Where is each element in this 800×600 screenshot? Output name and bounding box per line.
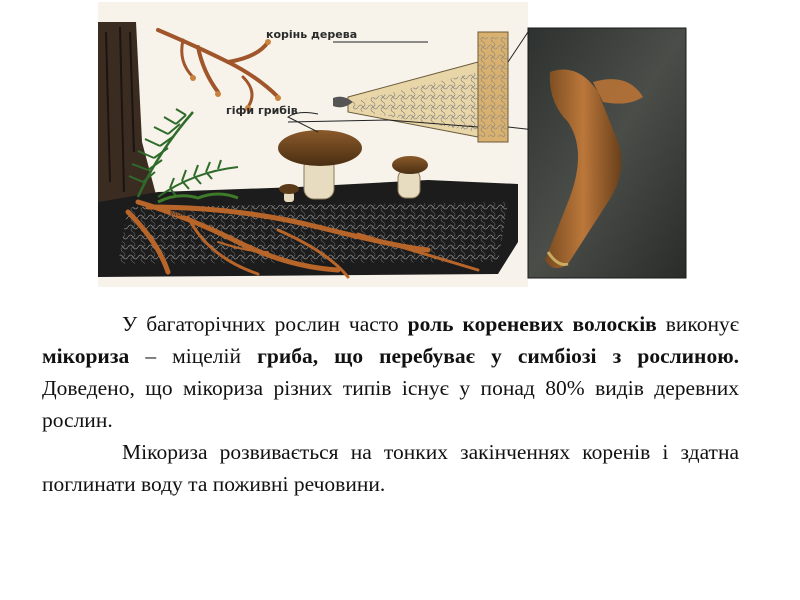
p1-bold-mycorrhiza: мікориза [42, 344, 130, 368]
main-text [42, 308, 739, 500]
p1-bold-root-hairs: роль кореневих волосків [407, 312, 657, 336]
label-fungal-hyphae: гіфи грибів [226, 104, 298, 117]
paragraph-2: Мікориза розвивається на тонких закінченнях коренів і здатна поглинати воду та поживні речовини. [42, 440, 739, 496]
p1-text-2: виконує [656, 312, 740, 336]
label-tree-root: корінь дерева [266, 28, 358, 41]
mycorrhiza-illustration [98, 2, 720, 287]
mycorrhiza-diagram [98, 2, 720, 287]
paragraph-1 [42, 308, 739, 436]
micrograph-photo [528, 28, 686, 278]
p1-text-1: У багаторічних рослин часто [122, 312, 408, 336]
p1-text-4: Доведено, що мікориза різних типів існує у понад 80% видів деревних рослин. [42, 376, 739, 432]
p1-text-3: – міцелій [129, 344, 258, 368]
label-moss: Мох [170, 209, 187, 218]
p1-bold-fungus-symbiosis: гриба, що перебуває у симбіозі з рослиною. [257, 344, 739, 368]
